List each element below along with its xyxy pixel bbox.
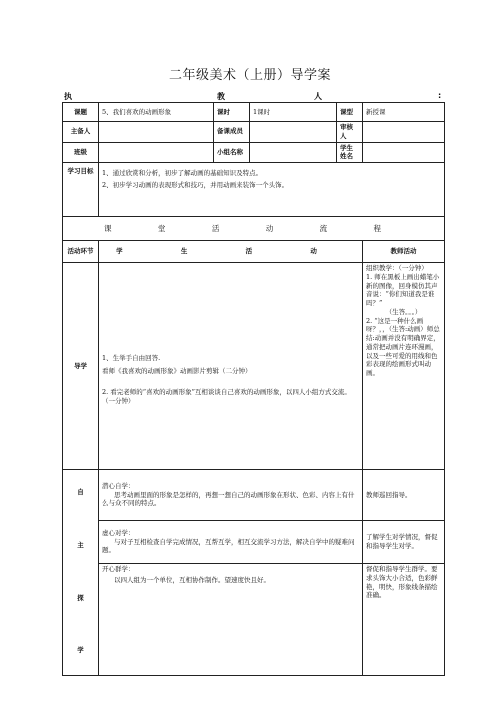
self-study-title: 潜心自学： — [102, 481, 135, 490]
course-value: 5、我们喜欢的动画形象 — [99, 103, 214, 122]
group-study-teacher: 督促和指导学生群学。要求头饰大小合适，色彩鲜艳，明快，形象线条描绘准确。 — [363, 564, 445, 676]
student-label: 学生姓名 — [337, 142, 363, 163]
self-study-label — [63, 470, 99, 676]
executor-colon: : — [438, 91, 442, 100]
goal-item: 2、初步学习动画的表现形式和技巧，并用动画来装饰一个头饰。 — [102, 180, 289, 189]
flow-col-student: 学 生 活 动 — [99, 241, 363, 263]
hours-value: 1课时 — [250, 103, 337, 122]
guide-teacher-line: （生答。。。） — [385, 307, 422, 316]
guide-student-line: 看师《我喜欢的动画形象》动画影片剪辑（二分钟） — [102, 367, 252, 376]
group-study-text: 以四人组为一个单位，互相协作制作。望速度快且好。 — [114, 575, 270, 584]
reviewer-value — [363, 122, 445, 143]
self-study-char: 主 — [77, 540, 84, 549]
guide-teacher-line: 2. “这是一种什么画呀？，，（生答:动画）师总结:动画并没有明确界定，通常把动画片连环漫画，以及一些可爱的用线和色彩表现的绘画形式叫动画。 — [366, 316, 440, 378]
flow-col-teacher: 教师活动 — [363, 241, 445, 263]
page-title: 二年级美术（上册）导学案 — [168, 68, 331, 83]
guide-student-line: 2. 看完老师的“喜欢的动画形象”互相谈谈自己喜欢的动画形象，以四人小组方式交流。（一分钟） — [102, 388, 351, 405]
prep-label: 主备人 — [63, 122, 99, 143]
flow-col-stage: 活动环节 — [63, 241, 99, 263]
group-study-title: 开心群学： — [102, 565, 135, 574]
goal-item: 1、通过欣赏和分析，初步了解动画的基础知识及特点。 — [102, 169, 263, 178]
class-value — [99, 142, 214, 163]
prep-value — [99, 122, 214, 143]
guide-teacher-line: 组织教学：（一分钟） — [366, 264, 428, 273]
self-study-char: 探 — [77, 593, 84, 602]
self-study-char: 学 — [77, 646, 84, 655]
student-value — [363, 142, 445, 163]
guide-teacher-line: 1. 师在黑板上画出蜡笔小新的图像，回身模仿其声音说：“你们知道我是谁吗？” — [366, 272, 440, 308]
self-study-student — [99, 470, 363, 521]
guide-label: 导学 — [63, 263, 99, 470]
type-value: 新授课 — [363, 103, 445, 122]
executor-char-2: 教 — [217, 92, 225, 101]
lesson-plan-table — [62, 102, 445, 676]
goals-label: 学习目标 — [63, 163, 99, 217]
group-study-student — [99, 564, 363, 676]
type-label: 课型 — [337, 103, 363, 122]
pair-study-student — [99, 521, 363, 564]
members-value — [250, 122, 337, 143]
group-value — [250, 142, 337, 163]
guide-teacher-activity — [363, 263, 445, 470]
flow-title: 课 堂 活 动 流 程 — [63, 217, 445, 241]
self-study-teacher: 教师巡回指导。 — [363, 470, 445, 521]
hours-label: 课时 — [214, 103, 250, 122]
pair-study-teacher: 了解学生对学情况，督促和指导学生对学。 — [363, 521, 445, 564]
goals-content — [99, 163, 445, 217]
guide-student-activity — [99, 263, 363, 470]
pair-study-text: 与对子互相检查自学完成情况，互帮互学，相互交流学习方法，解决自学中的疑难问题。 — [102, 537, 355, 555]
self-study-char: 自 — [77, 488, 84, 497]
self-study-text: 思考动画里面的形象是怎样的，再想一想自己的动画形象在形状、色彩、内容上有什么与众不同的特点。 — [102, 490, 355, 508]
members-label: 备课成员 — [214, 122, 250, 143]
guide-student-line: 1、生举手自由回答. — [102, 353, 161, 362]
reviewer-label: 审核人 — [337, 122, 363, 143]
class-label: 班级 — [63, 142, 99, 163]
group-label: 小组名称 — [214, 142, 250, 163]
executor-char-3: 人 — [314, 92, 322, 101]
pair-study-title: 虚心对学： — [102, 528, 135, 537]
executor-char-1: 执 — [64, 92, 72, 101]
course-label: 课题 — [63, 103, 99, 122]
